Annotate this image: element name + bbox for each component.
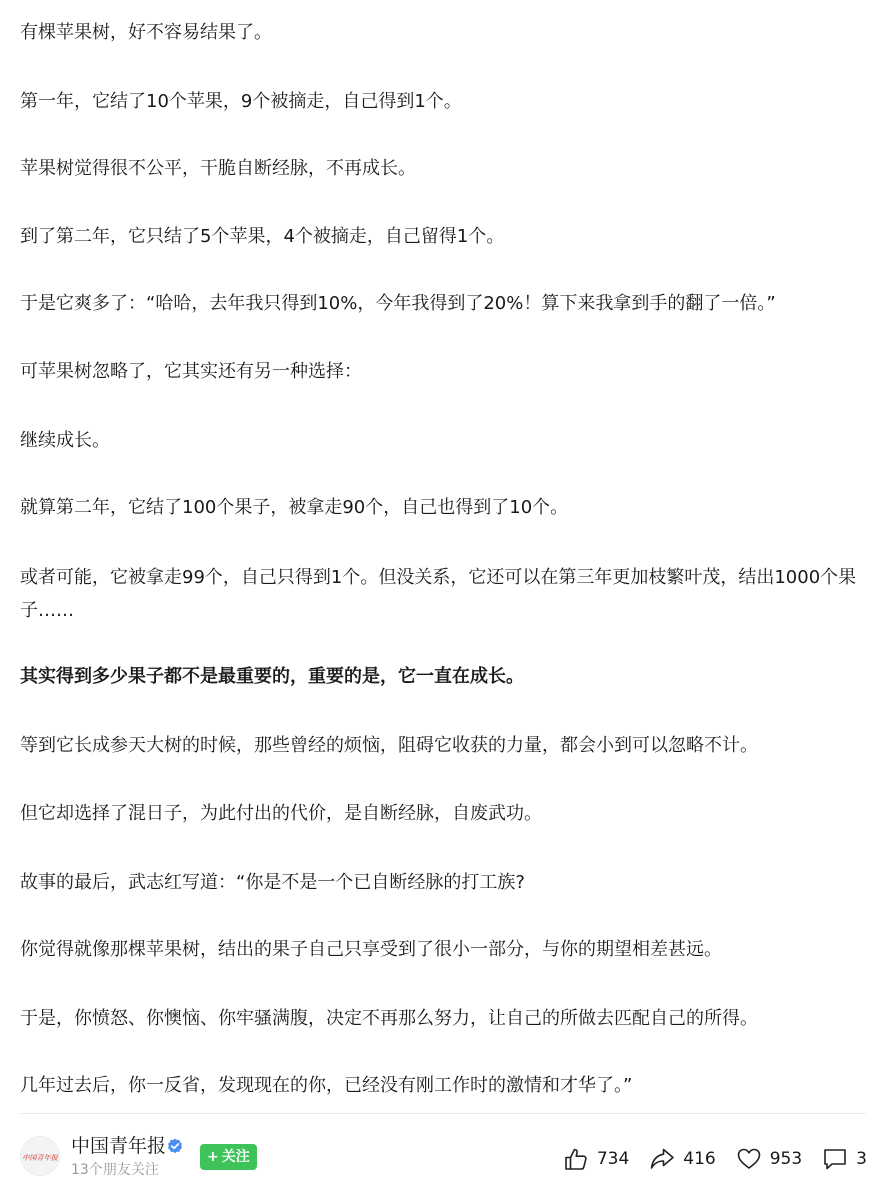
article-paragraph: 苹果树觉得很不公平，干脆自断经脉，不再成长。 [20,158,416,179]
thumbs-up-icon [563,1146,589,1172]
comment-bubble-icon [822,1146,848,1172]
comment-count: 3 [856,1149,867,1169]
like-count: 734 [596,1149,630,1169]
heart-icon [736,1146,762,1172]
author-avatar[interactable] [20,1136,60,1176]
article-key-sentence: 其实得到多少果子都不是最重要的，重要的是，它一直在成长。 [20,666,524,687]
follow-button-label: 关注 [221,1149,250,1165]
share-arrow-icon [649,1146,675,1172]
avatar-logo [21,1136,59,1176]
author-name[interactable]: 中国青年报 [71,1135,167,1157]
follow-button[interactable] [200,1144,257,1170]
article-paragraph: 几年过去后，你一反省，发现现在的你，已经没有刚工作时的激情和才华了。” [20,1075,633,1096]
article-paragraph: 继续成长。 [20,430,110,451]
article-paragraph: 你觉得就像那棵苹果树，结出的果子自己只享受到了很小一部分，与你的期望相差甚远。 [20,939,722,960]
verified-badge-icon [167,1138,183,1154]
article-paragraph: 于是它爽多了：“哈哈，去年我只得到10%，今年我得到了20%！算下来我拿到手的翻了一倍。” [20,293,776,314]
comment-button[interactable] [822,1146,867,1172]
article-paragraph: 就算第二年，它结了100个果子，被拿走90个，自己也得到了10个。 [20,497,569,518]
article-paragraph: 第一年，它结了10个苹果，9个被摘走，自己得到1个。 [20,91,462,112]
article-paragraph: 有棵苹果树，好不容易结果了。 [20,22,272,43]
favorite-button[interactable] [736,1146,802,1172]
article-paragraph: 等到它长成参天大树的时候，那些曾经的烦恼，阻碍它收获的力量，都会小到可以忽略不计。 [20,735,758,756]
article-paragraph: 可苹果树忽略了，它其实还有另一种选择： [20,361,362,382]
share-button[interactable] [649,1146,715,1172]
follow-plus-icon: + [207,1149,219,1165]
article-paragraph: 但它却选择了混日子，为此付出的代价，是自断经脉，自废武功。 [20,803,542,824]
share-count: 416 [683,1149,716,1169]
like-button[interactable] [563,1146,629,1172]
favorite-count: 953 [769,1149,803,1169]
article-paragraph: 到了第二年，它只结了5个苹果，4个被摘走，自己留得1个。 [20,226,505,247]
avatar-logo-text: 中国青年报 [22,1152,58,1162]
engagement-actions [543,1144,867,1174]
article-paragraph: 或者可能，它被拿走99个，自己只得到1个。但没关系，它还可以在第三年更加枝繁叶茂，结出1000个果子…… [20,567,857,621]
author-action-bar [0,1114,891,1200]
follower-count-text: 13个朋友关注 [71,1162,159,1178]
article-paragraph: 故事的最后，武志红写道：“你是不是一个已自断经脉的打工族? [20,872,525,893]
article-paragraph: 于是，你愤怒、你懊恼、你牢骚满腹，决定不再那么努力，让自己的所做去匹配自己的所得。 [20,1008,758,1029]
